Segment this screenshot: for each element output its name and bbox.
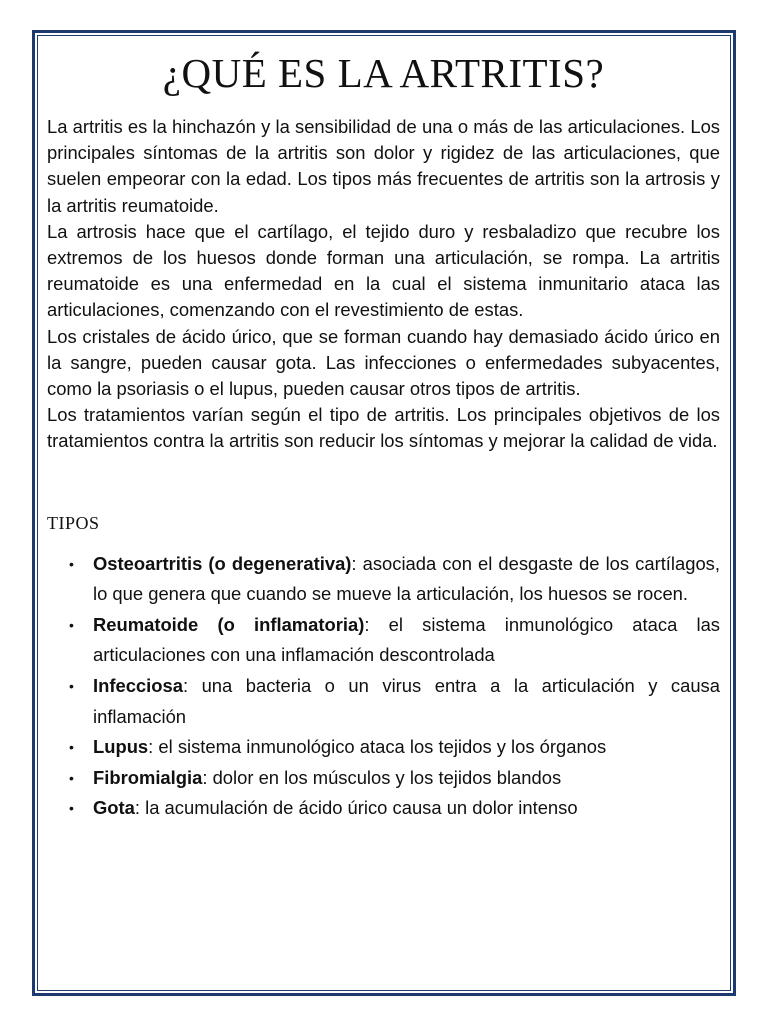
document-content bbox=[47, 44, 720, 824]
type-name: Reumatoide (o inflamatoria) bbox=[93, 613, 365, 635]
type-name: Osteoartritis (o degenerativa) bbox=[93, 552, 352, 574]
type-description: : asociada con el desgaste de los cartílagos, lo que genera que cuando se mueve la articulación, los huesos se rocen. bbox=[93, 552, 720, 605]
type-name: Gota bbox=[93, 797, 135, 819]
bullet-icon: • bbox=[69, 769, 74, 786]
types-list bbox=[47, 549, 720, 824]
spacer bbox=[47, 455, 720, 511]
type-description: : el sistema inmunológico ataca los tejidos y los órganos bbox=[148, 736, 607, 758]
list-item-fibromialgia bbox=[47, 763, 720, 794]
type-name: Lupus bbox=[93, 736, 149, 758]
type-description: : el sistema inmunológico ataca las articulaciones con una inflamación descontrolada bbox=[93, 613, 720, 666]
paragraph-treatments: Los tratamientos varían según el tipo de artritis. Los principales objetivos de los tratamientos contra la artritis son reducir los síntomas y mejorar la calidad de vida. bbox=[47, 404, 720, 452]
paragraph-artrosis: La artrosis hace que el cartílago, el tejido duro y resbaladizo que recubre los extremos de los huesos donde forman una articulación, se rompa. La artritis reumatoide es una enfermedad en la cual el sistema inmunitario ataca las articulaciones, comenzando con el revestimiento de estas. bbox=[47, 220, 720, 321]
list-item-reumatoide bbox=[47, 610, 720, 671]
bullet-icon: • bbox=[69, 616, 74, 633]
type-description: : dolor en los músculos y los tejidos blandos bbox=[202, 766, 562, 788]
paragraph-definition: La artritis es la hinchazón y la sensibilidad de una o más de las articulaciones. Los principales síntomas de la artritis son dolor y rigidez de las articulaciones, que suelen empeorar con la edad. Los tipos más frecuentes de artritis son la artrosis y la artritis reumatoide. bbox=[47, 116, 720, 216]
list-item-gota bbox=[47, 793, 720, 824]
list-item-infecciosa bbox=[47, 671, 720, 732]
list-item-lupus bbox=[47, 732, 720, 763]
type-description: : la acumulación de ácido úrico causa un dolor intenso bbox=[134, 797, 578, 819]
type-description: : una bacteria o un virus entra a la articulación y causa inflamación bbox=[93, 675, 720, 727]
intro-text bbox=[47, 114, 720, 455]
types-heading: TIPOS bbox=[47, 512, 100, 533]
list-item-osteoartritis bbox=[47, 549, 720, 610]
bullet-icon: • bbox=[69, 739, 74, 756]
type-name: Fibromialgia bbox=[93, 766, 203, 788]
bullet-icon: • bbox=[69, 555, 74, 572]
bullet-icon: • bbox=[69, 678, 74, 695]
page-title: ¿QUÉ ES LA ARTRITIS? bbox=[162, 50, 605, 96]
type-name: Infecciosa bbox=[93, 675, 183, 697]
bullet-icon: • bbox=[69, 800, 74, 817]
paragraph-causes: Los cristales de ácido úrico, que se forman cuando hay demasiado ácido úrico en la sangre, pueden causar gota. Las infecciones o enfermedades subyacentes, como la psoriasis o el lupus, pueden causar otros tipos de artritis. bbox=[47, 325, 720, 400]
